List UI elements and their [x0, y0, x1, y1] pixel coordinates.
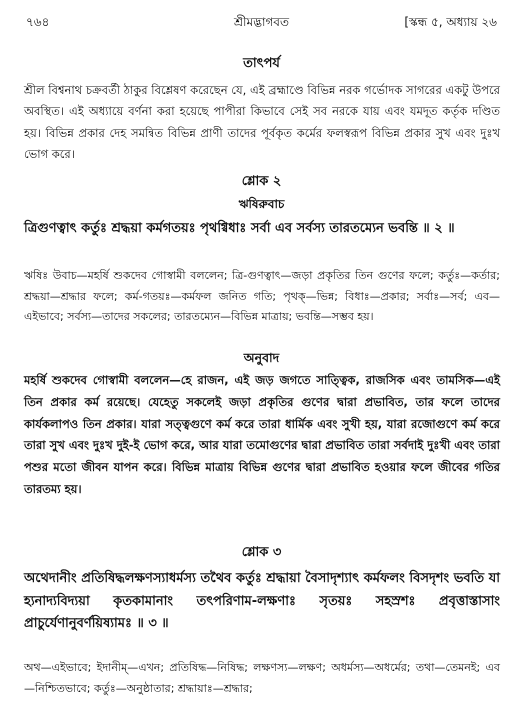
purport-text: শ্রীল বিশ্বনাথ চক্রবর্তী ঠাকুর বিশ্লেষণ করেছেন যে, এই ব্রহ্মাণ্ডে বিভিন্ন নরক গর্ভোদক সাগরের একটু উপরে অবস্থিত। এই অধ্যায়ে বর্ণনা করা হয়েছে পাপীরা কিভাবে সেই সব নরকে যায় এবং যমদূত কর্তৃক দণ্ডিত হয়। বিভিন্ন প্রকার দেহ সমন্বিত বিভিন্ন প্রাণী তাদের পূর্বকৃত কর্মের ফলস্বরূপ বিভিন্ন প্রকার সুখ এবং দুঃখ ভোগ করে।	[24, 83, 500, 162]
running-title: শ্রীমদ্ভাগবত	[233, 15, 289, 29]
verse-3-sanskrit: অথেদানীং প্রতিষিদ্ধলক্ষণস্যাধর্মস্য তথৈব কর্তুঃ শ্রদ্ধায়া বৈসাদৃশ্যাৎ কর্মফলং বিসদৃশং ভবতি যা হ্যনাদ্যবিদ্যয়া কৃতকামানাং তৎপরিণাম-লক্ষণাঃ সৃতয়ঃ সহস্রশঃ প্রবৃত্তাস্তাসাং প্রাচুর্যেণানুবর্ণয়িষ্যামঃ ॥ ৩ ॥	[24, 571, 500, 632]
translation-heading: অনুবাদ	[243, 350, 280, 365]
verse-3-synonyms: অথ—এইভাবে; ইদানীম্—এখন; প্রতিষিদ্ধ—নিষিদ্ধ; লক্ষণস্য—লক্ষণ; অধর্মস্য—অধর্মের; তথা—তেমনই; এব—নিশ্চিতভাবে; কর্তুঃ—অনুষ্ঠাতার; শ্রদ্ধায়াঃ—শ্রদ্ধার;	[24, 661, 500, 695]
verse-2-sanskrit: ত্রিগুণত্বাৎ কর্তুঃ শ্রদ্ধয়া কর্মগতয়ঃ পৃথগ্বিধাঃ সর্বা এব সর্বস্য তারতম্যেন ভবন্তি ॥ ২ ॥	[24, 221, 455, 236]
purport-heading: তাৎপর্য	[243, 56, 280, 71]
page-number: ৭৬৪	[26, 15, 50, 29]
verse-2-synonyms: ঋষিঃ উবাচ—মহর্ষি শুকদেব গোস্বামী বললেন; ত্রি-গুণত্বাৎ—জড়া প্রকৃতির তিন গুণের ফলে; কর্তুঃ—কর্তার; শ্রদ্ধয়া—শ্রদ্ধার ফলে; কর্ম-গতয়ঃ—কর্মফল জনিত গতি; পৃথক্—ভিন্ন; বিধাঃ—প্রকার; সর্বাঃ—সর্ব; এব—এইভাবে; সর্বস্য—তাদের সকলের; তারতম্যেন—বিভিন্ন মাত্রায়; ভবন্তি—সম্ভব হয়।	[24, 269, 500, 324]
verse-2-speaker: ঋষিরুবাচ	[238, 197, 285, 211]
chapter-reference: [স্কন্ধ ৫, অধ্যায় ২৬	[404, 15, 497, 29]
verse-3-heading: শ্লোক ৩	[241, 545, 282, 560]
verse-2-heading: শ্লোক ২	[241, 174, 282, 189]
verse-2-translation: মহর্ষি শুকদেব গোস্বামী বললেন—হে রাজন, এই জড় জগতে সাত্ত্বিক, রাজসিক এবং তামসিক—এই তিন প্রকার কর্ম রয়েছে। যেহেতু সকলেই জড়া প্রকৃতির গুণের দ্বারা প্রভাবিত, তার ফলে তাদের কার্যকলাপও তিন প্রকার। যারা সত্ত্বগুণে কর্ম করে তারা ধার্মিক এবং সুখী হয়, যারা রজোগুণে কর্ম করে তারা সুখ এবং দুঃখ দুই-ই ভোগ করে, আর যারা তমোগুণের দ্বারা প্রভাবিত তারা সর্বদাই দুঃখী এবং তারা পশুর মতো জীবন যাপন করে। বিভিন্ন মাত্রায় বিভিন্ন গুণের দ্বারা প্রভাবিত হওয়ার ফলে জীবের গতির তারতম্য হয়।	[24, 373, 500, 496]
